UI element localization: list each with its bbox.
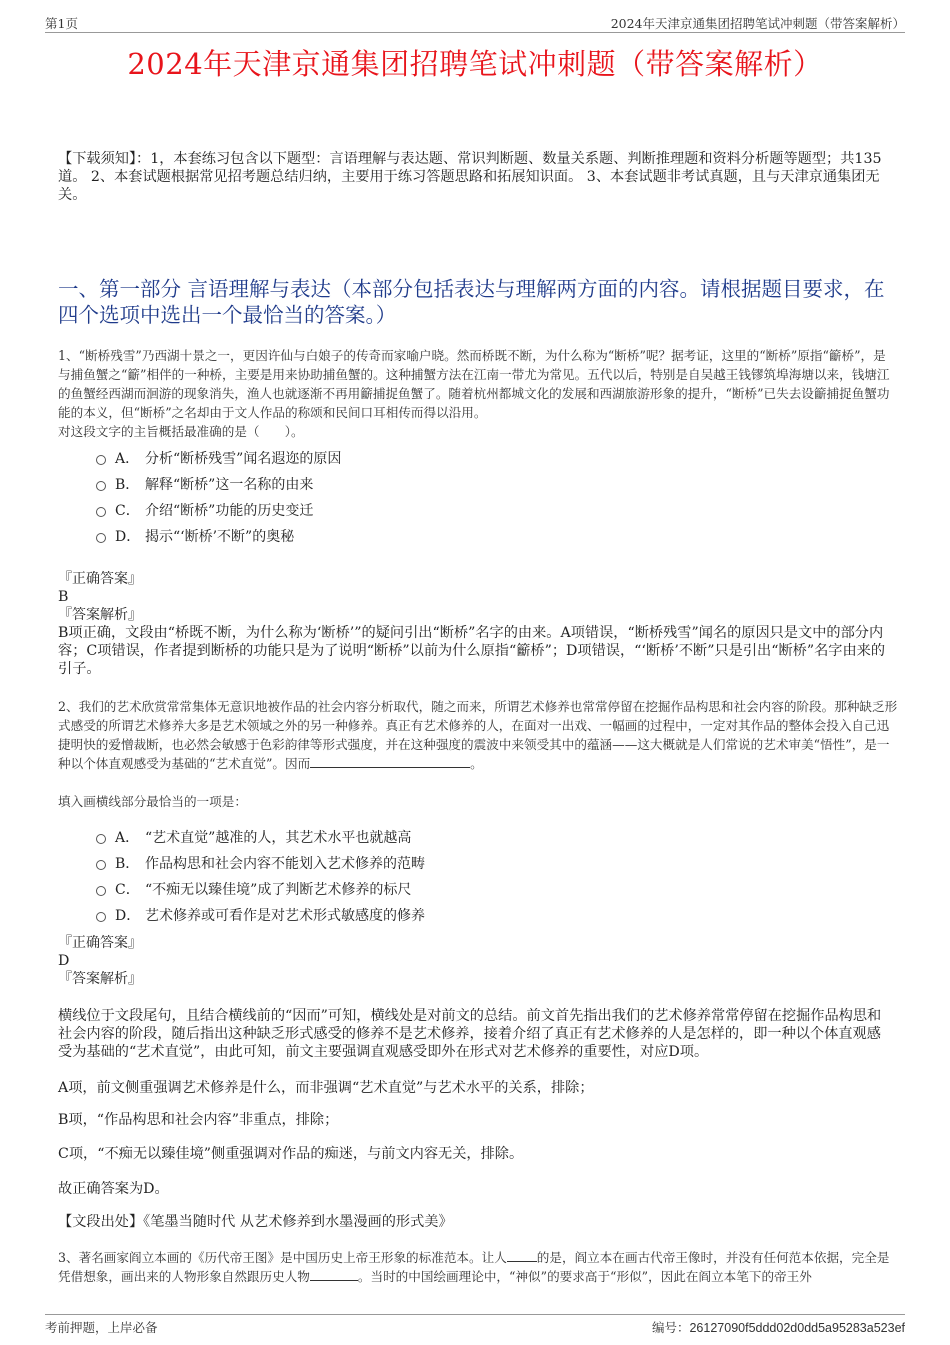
option-d[interactable]: D． 揭示“‘断桥’不断”的奥秘 (96, 524, 341, 550)
question-1-answer: B (58, 589, 69, 605)
radio-icon[interactable] (96, 507, 106, 517)
analysis-paragraph: 故正确答案为D。 (58, 1181, 169, 1197)
radio-icon[interactable] (96, 860, 106, 870)
blank-line (310, 1268, 358, 1281)
header-doc-title: 2024年天津京通集团招聘笔试冲刺题（带答案解析） (610, 16, 905, 31)
analysis-paragraph: 横线位于文段尾句，且结合横线前的“因而”可知，横线处是对前文的总结。前文首先指出我们的艺术修养常常停留在挖掘作品构思和社会内容的阶段，随后指出这种缺乏形式感受的修养不是艺术修养，接着介绍了真正有艺术修养的人是怎样的，即一种以个体直观感受为基础的“艺术直觉”，由此可知，前文主要强调直观感受即外在形式对艺术修养的重要性，对应D项。 (58, 1008, 882, 1060)
question-2-prompt: 填入画横线部分最恰当的一项是： (58, 794, 247, 809)
radio-icon[interactable] (96, 834, 106, 844)
analysis-paragraph: B项，“作品构思和社会内容”非重点，排除； (58, 1112, 339, 1128)
blank-line (310, 755, 470, 768)
page-number: 第1页 (45, 16, 78, 31)
question-2-answer: D (58, 953, 70, 969)
question-1-answer-block (58, 570, 898, 678)
question-1-prompt: 对这段文字的主旨概括最准确的是（ ）。 (58, 424, 304, 439)
question-1-analysis: B项正确，文段由“桥既不断，为什么称为‘断桥’”的疑问引出“断桥”名字的由来。A项错误，“断桥残雪”闻名的原因只是文中的部分内容；C项错误，作者提到断桥的功能只是为了说明“断桥”以前为什么原指“籪桥”；D项错误，“‘断桥’不断”只是引出“断桥”名字由来的引子。 (58, 625, 886, 677)
page-footer (45, 1314, 905, 1335)
source-note: 【文段出处】《笔墨当随时代 从艺术修养到水墨漫画的形式美》 (58, 1214, 453, 1230)
option-c[interactable]: C． “不痴无以臻佳境”成了判断艺术修养的标尺 (96, 877, 425, 903)
option-a[interactable]: A． “艺术直觉”越准的人，其艺术水平也就越高 (96, 825, 425, 851)
radio-icon[interactable] (96, 533, 106, 543)
question-2-text: 2、我们的艺术欣赏常常集体无意识地被作品的社会内容分析取代，随之而来，所谓艺术修养也常常停留在挖掘作品构思和社会内容的阶段。那种缺乏形式感受的所谓艺术修养大多是艺术领域之外的另一种修养。真正有艺术修养的人，在面对一出戏、一幅画的过程中，一定对其作品的整体会投入自己迅捷明快的爱憎裁断，也必然会敏感于色彩韵律等形式强度，并在这种强度的震波中来领受其中的蕴涵——这大概就是人们常说的艺术审美“悟性”，是一种以个体直观感受为基础的“艺术直觉”。因而 。 (58, 699, 898, 771)
option-b[interactable]: B． 解释“断桥”这一名称的由来 (96, 472, 341, 498)
page-title: 2024年天津京通集团招聘笔试冲刺题（带答案解析） (127, 47, 823, 81)
radio-icon[interactable] (96, 481, 106, 491)
question-1-text (58, 346, 898, 441)
blank-line (507, 1249, 537, 1262)
question-2-body: 2、我们的艺术欣赏常常集体无意识地被作品的社会内容分析取代，随之而来，所谓艺术修养也常常停留在挖掘作品构思和社会内容的阶段。那种缺乏形式感受的所谓艺术修养大多是艺术领域之外的另一种修养。真正有艺术修养的人，在面对一出戏、一幅画的过程中，一定对其作品的整体会投入自己迅捷明快的爱憎裁断，也必然会敏感于色彩韵律等形式强度，并在这种强度的震波中来领受其中的蕴涵——这大概就是人们常说的艺术审美“悟性”，是一种以个体直观感受为基础的“艺术直觉”。因而 (58, 699, 898, 771)
question-2-answer-block (58, 934, 898, 988)
radio-icon[interactable] (96, 886, 106, 896)
correct-answer-label: 『正确答案』 (58, 935, 142, 951)
radio-icon[interactable] (96, 455, 106, 465)
question-2-options (96, 825, 425, 929)
section-heading: 一、第一部分 言语理解与表达（本部分包括表达与理解两方面的内容。请根据题目要求，在四个选项中选出一个最恰当的答案。） (58, 277, 885, 327)
analysis-label: 『答案解析』 (58, 607, 142, 623)
option-c[interactable]: C． 介绍“断桥”功能的历史变迁 (96, 498, 341, 524)
option-b[interactable]: B． 作品构思和社会内容不能划入艺术修养的范畴 (96, 851, 425, 877)
analysis-label: 『答案解析』 (58, 971, 142, 987)
analysis-paragraph: C项，“不痴无以臻佳境”侧重强调对作品的痴迷，与前文内容无关，排除。 (58, 1146, 524, 1162)
correct-answer-label: 『正确答案』 (58, 571, 142, 587)
option-d[interactable]: D． 艺术修养或可看作是对艺术形式敏感度的修养 (96, 903, 425, 929)
footer-slogan: 考前押题，上岸必备 (45, 1320, 158, 1335)
question-3-text: 3、著名画家阎立本画的《历代帝王图》是中国历史上帝王形象的标准范本。让人 的是，阎立本在画古代帝王像时，并没有任何范本依据，完全是凭借想象，画出来的人物形象自然跟历史人物 。当时的中国绘画理论中，“神似”的要求高于“形似”，因此在阎立本笔下的帝王外 (58, 1250, 890, 1284)
question-1-options (96, 446, 341, 550)
page-header (45, 14, 905, 33)
analysis-paragraph: A项，前文侧重强调艺术修养是什么，而非强调“艺术直觉”与艺术水平的关系，排除； (58, 1080, 594, 1096)
radio-icon[interactable] (96, 912, 106, 922)
question-1-body: 1、“断桥残雪”乃西湖十景之一，更因许仙与白娘子的传奇而家喻户晓。然而桥既不断，为什么称为“断桥”呢？据考证，这里的“断桥”原指“籪桥”，是与捕鱼蟹之“籪”相伴的一种桥，主要是用来协助捕鱼蟹的。这种捕蟹方法在江南一带尤为常见。五代以后，特别是自吴越王钱镠筑埠海塘以来，钱塘江的鱼蟹经西湖而洄游的现象消失，渔人也就逐渐不再用籪捕捉鱼蟹了。随着杭州都城文化的发展和西湖旅游形象的提升，“断桥”已失去设籪捕捉鱼蟹功能的本义，但“断桥”之名却由于文人作品的称颂和民间口耳相传而得以沿用。 (58, 348, 890, 420)
download-notice: 【下载须知】：1，本套练习包含以下题型：言语理解与表达题、常识判断题、数量关系题、判断推理题和资料分析题等题型；共135道。 2、本套试题根据常见招考题总结归纳，主要用于练习答题思路和拓展知识面。 3、本套试题非考试真题，且与天津京通集团无关。 (58, 151, 882, 203)
option-a[interactable]: A． 分析“断桥残雪”闻名遐迩的原因 (96, 446, 341, 472)
footer-code: 编号：26127090f5ddd02d0dd5a95283a523ef (651, 1320, 905, 1335)
